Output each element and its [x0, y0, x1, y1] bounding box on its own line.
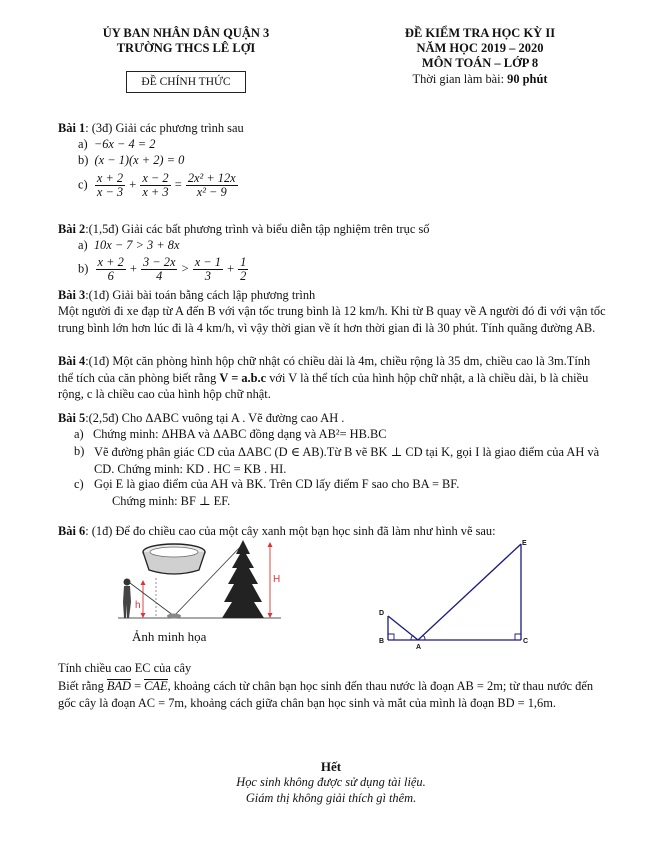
bai5-label: Bài 5	[58, 411, 86, 425]
exam-time	[365, 72, 595, 87]
bai5-a-label: a)	[74, 427, 84, 441]
bai2-a-ineq: 10x − 7 > 3 + 8x	[93, 238, 180, 252]
operator: +	[129, 261, 137, 276]
frac-num: x − 2	[142, 171, 169, 185]
frac-den: 3	[204, 269, 211, 283]
bai5-title: :(2,5đ) Cho ΔABC vuông tại A . Vẽ đường cao AH .	[85, 411, 345, 425]
point-E: E	[522, 540, 527, 547]
bai1-a	[78, 137, 155, 152]
bai1-c-frac2	[140, 172, 170, 199]
bai2-b-frac4	[238, 256, 248, 283]
angle-bad: BAD	[106, 679, 131, 693]
district-name: ỦY BAN NHÂN DÂN QUẬN 3	[102, 26, 270, 40]
bai4-label: Bài 4	[58, 354, 86, 368]
bai1-title: : (3đ) Giải các phương trình sau	[85, 121, 244, 135]
bai1-b-label: b)	[78, 153, 89, 167]
bai3-title: :(1đ) Giải bài toán bằng cách lập phương trình	[85, 288, 316, 302]
bai5-a	[74, 427, 387, 442]
bai6-title: : (1đ) Để đo chiều cao của một cây xanh một bạn học sinh đã làm như hình vẽ sau:	[85, 524, 496, 538]
frac-num: 1	[240, 255, 247, 269]
bai6-question: Tính chiều cao EC của cây	[58, 661, 192, 675]
frac-den: 2	[240, 269, 247, 283]
time-value: 90 phút	[507, 72, 548, 86]
frac-den: x + 3	[142, 185, 169, 199]
operator: +	[227, 261, 235, 276]
given-end: , khoảng cách từ chân bạn học sinh đến thau nước là đoạn AB = 2m; từ thau nước đến gốc cây là đoạn AC = 7m, khoảng cách giữa chân bạn học sinh và mắt của mình là đoạn BD = 1,6m.	[58, 679, 594, 710]
footer-note-2: Giám thị không giải thích gì thêm.	[245, 791, 417, 805]
frac-den: 4	[156, 269, 163, 283]
subject: MÔN TOÁN – LỚP 8	[421, 56, 539, 70]
bai3-body: Một người đi xe đạp từ A đến B với vận tốc trung bình là 12 km/h. Khi từ B quay về A người đó đi với vận tốc trung bình lớn hơn lúc đi là 4 km/h, vì vậy thời gian về ít hơn thời gian đi là 30 phút. Tính quãng đường AB.	[58, 304, 606, 335]
bai1-a-label: a)	[78, 137, 88, 151]
frac-num: x + 2	[97, 255, 124, 269]
bai2-b-frac1	[96, 256, 126, 283]
bai5-heading	[58, 411, 344, 426]
bai1-a-eq: −6x − 4 = 2	[93, 137, 156, 151]
bai4-text	[58, 353, 606, 403]
bai3-label: Bài 3	[58, 288, 86, 302]
bai1-b-eq: (x − 1)(x + 2) = 0	[94, 153, 185, 167]
bai2-b	[78, 256, 249, 283]
official-stamp: ĐỀ CHÍNH THỨC	[126, 71, 246, 93]
bai2-b-frac2	[141, 256, 177, 283]
bai3-heading	[58, 288, 315, 303]
exam-title: ĐỀ KIỂM TRA HỌC KỲ II	[404, 26, 556, 40]
bai2-b-label: b)	[78, 261, 89, 276]
bai6-given	[58, 678, 606, 711]
bai1-label: Bài 1	[58, 121, 86, 135]
bai1-c-label: c)	[78, 177, 88, 192]
point-A: A	[416, 644, 422, 651]
bai2-a	[78, 238, 180, 253]
bai5-c-label: c)	[74, 477, 84, 491]
bai2-heading	[58, 222, 429, 237]
time-label: Thời gian làm bài:	[412, 72, 508, 86]
angle-equals: =	[130, 679, 145, 693]
point-B: B	[379, 638, 385, 645]
bai2-label: Bài 2	[58, 222, 86, 236]
illustration-caption: Ảnh minh họa	[132, 629, 207, 644]
operator: =	[174, 177, 182, 192]
bai5-c-text1: Gọi E là giao điểm của AH và BK. Trên CD lấy điểm F sao cho BA = BF.	[94, 477, 460, 491]
bai1-heading	[58, 121, 244, 136]
frac-den: 6	[107, 269, 114, 283]
frac-den: x − 3	[96, 185, 124, 199]
bai1-b	[78, 153, 184, 168]
frac-num: x − 1	[194, 255, 221, 269]
point-D: D	[379, 610, 385, 617]
bai4-title-start: :(1đ) Một căn phòng hình hộp chữ nhật có chiều dài là 4m, chiều rộng là 35 dm, chiều cao là 3m.Tính thể tích của căn phòng biết rằng	[58, 354, 591, 385]
bai1-c-frac1	[95, 172, 125, 199]
operator: +	[129, 177, 137, 192]
operator: >	[181, 261, 189, 276]
bai2-a-label: a)	[78, 238, 88, 252]
frac-num: x + 2	[96, 171, 124, 185]
bai5-b-label: b)	[74, 444, 85, 458]
geometry-figure	[376, 536, 536, 652]
bai5-c-text2: Chứng minh: BF ⊥ EF.	[112, 494, 231, 508]
frac-num: 2x² + 12x	[187, 171, 236, 185]
school-name: TRƯỜNG THCS LÊ LỢI	[116, 41, 256, 55]
bai4-title-end: với V là thể tích của hình hộp chữ nhật, a là chiều dài, b là chiều rộng, c là chiều cao của hình hộp chữ nhật.	[58, 370, 589, 402]
illustration-label-H: H	[273, 574, 281, 585]
school-year: NĂM HỌC 2019 – 2020	[416, 41, 544, 55]
illustration-label-h: h	[135, 600, 141, 611]
bai2-title: :(1,5đ) Giải các bất phương trình và biểu diễn tập nghiệm trên trục số	[85, 222, 430, 236]
footer-note-1: Học sinh không được sử dụng tài liệu.	[236, 775, 426, 789]
end-mark: Hết	[320, 759, 342, 774]
point-C: C	[523, 638, 529, 645]
bai6-label: Bài 6	[58, 524, 86, 538]
bai5-a-text: Chứng minh: ΔHBA và ΔABC đồng dạng và AB²= HB.BC	[92, 427, 387, 441]
angle-cae: CAE	[144, 679, 168, 693]
bai4-formula: V = a.b.c	[219, 370, 267, 385]
frac-num: 3 − 2x	[143, 255, 176, 269]
frac-den: x² − 9	[196, 185, 227, 199]
bai5-b-text: Vẽ đường phân giác CD của ΔABC (D ∈ AB).Từ B vẽ BK ⊥ CD tại K, gọi I là giao điểm của AH và CD. Chứng minh: KD . HC = KB . HI.	[94, 445, 600, 476]
bai1-c	[78, 172, 239, 199]
bai1-c-frac3	[186, 172, 238, 199]
given-start: Biết rằng	[58, 679, 107, 693]
bai2-b-frac3	[193, 256, 223, 283]
